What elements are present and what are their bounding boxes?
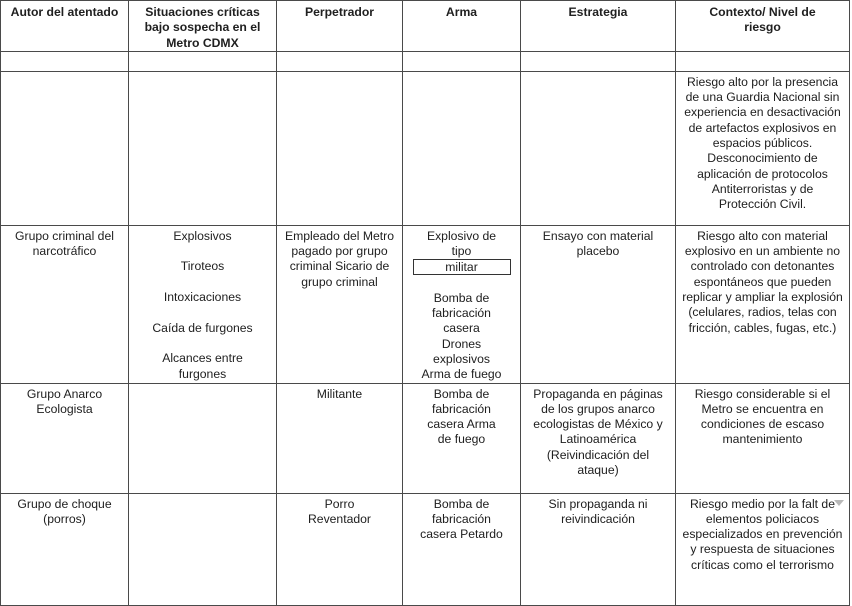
strategy-cell: Propaganda en páginas de los grupos anarco ecologistas de México y Latinoamérica (Reivindicación del ataque) xyxy=(521,383,676,493)
header-perpetrator: Perpetrador xyxy=(277,1,403,52)
header-author: Autor del atentado xyxy=(1,1,129,52)
table-row xyxy=(1,383,850,493)
context-cell: Riesgo considerable si el Metro se encuentra en condiciones de escaso mantenimiento xyxy=(676,383,850,493)
weapon-cell: Explosivo de tipo militar Bomba de fabricación casera Drones explosivos Arma de fuego xyxy=(403,225,521,383)
context-cell: Riesgo medio por la falt de elementos policiacos especializados en prevención y respuesta de situaciones críticas como el terrorismo xyxy=(676,493,850,605)
selected-word-box[interactable]: militar xyxy=(413,259,511,275)
table-row xyxy=(1,71,850,225)
context-cell: Riesgo alto con material explosivo en un ambiente no controlado con detonantes espontáneos que pueden replicar y ampliar la explosión (celulares, radios, telas con fricción, cables, fugas, etc.) xyxy=(676,225,850,383)
header-weapon: Arma xyxy=(403,1,521,52)
author-cell: Grupo de choque (porros) xyxy=(1,493,129,605)
chevron-down-icon[interactable] xyxy=(834,500,844,506)
strategy-cell: Sin propaganda ni reivindicación xyxy=(521,493,676,605)
author-cell: Grupo criminal del narcotráfico xyxy=(1,225,129,383)
strategy-cell: Ensayo con material placebo xyxy=(521,225,676,383)
header-situations: Situaciones críticas bajo sospecha en el Metro CDMX xyxy=(129,1,277,52)
empty-row xyxy=(1,51,850,71)
table-row xyxy=(1,225,850,383)
table-row xyxy=(1,493,850,605)
situations-cell: Explosivos Tiroteos Intoxicaciones Caída de furgones Alcances entre furgones xyxy=(129,225,277,383)
author-cell: Grupo Anarco Ecologista xyxy=(1,383,129,493)
header-strategy: Estrategia xyxy=(521,1,676,52)
header-row xyxy=(1,1,850,52)
perpetrator-cell: Militante xyxy=(277,383,403,493)
weapon-cell: Bomba de fabricación casera Arma de fuego xyxy=(403,383,521,493)
weapon-cell: Bomba de fabricación casera Petardo xyxy=(403,493,521,605)
perpetrator-cell: Porro Reventador xyxy=(277,493,403,605)
context-cell: Riesgo alto por la presencia de una Guardia Nacional sin experiencia en desactivación de artefactos explosivos en espacios públicos. Desconocimiento de aplicación de protocolos Antiterroristas y de Protección Civil. xyxy=(676,71,850,225)
perpetrator-cell: Empleado del Metro pagado por grupo criminal Sicario de grupo criminal xyxy=(277,225,403,383)
header-context: Contexto/ Nivel de riesgo xyxy=(676,1,850,52)
